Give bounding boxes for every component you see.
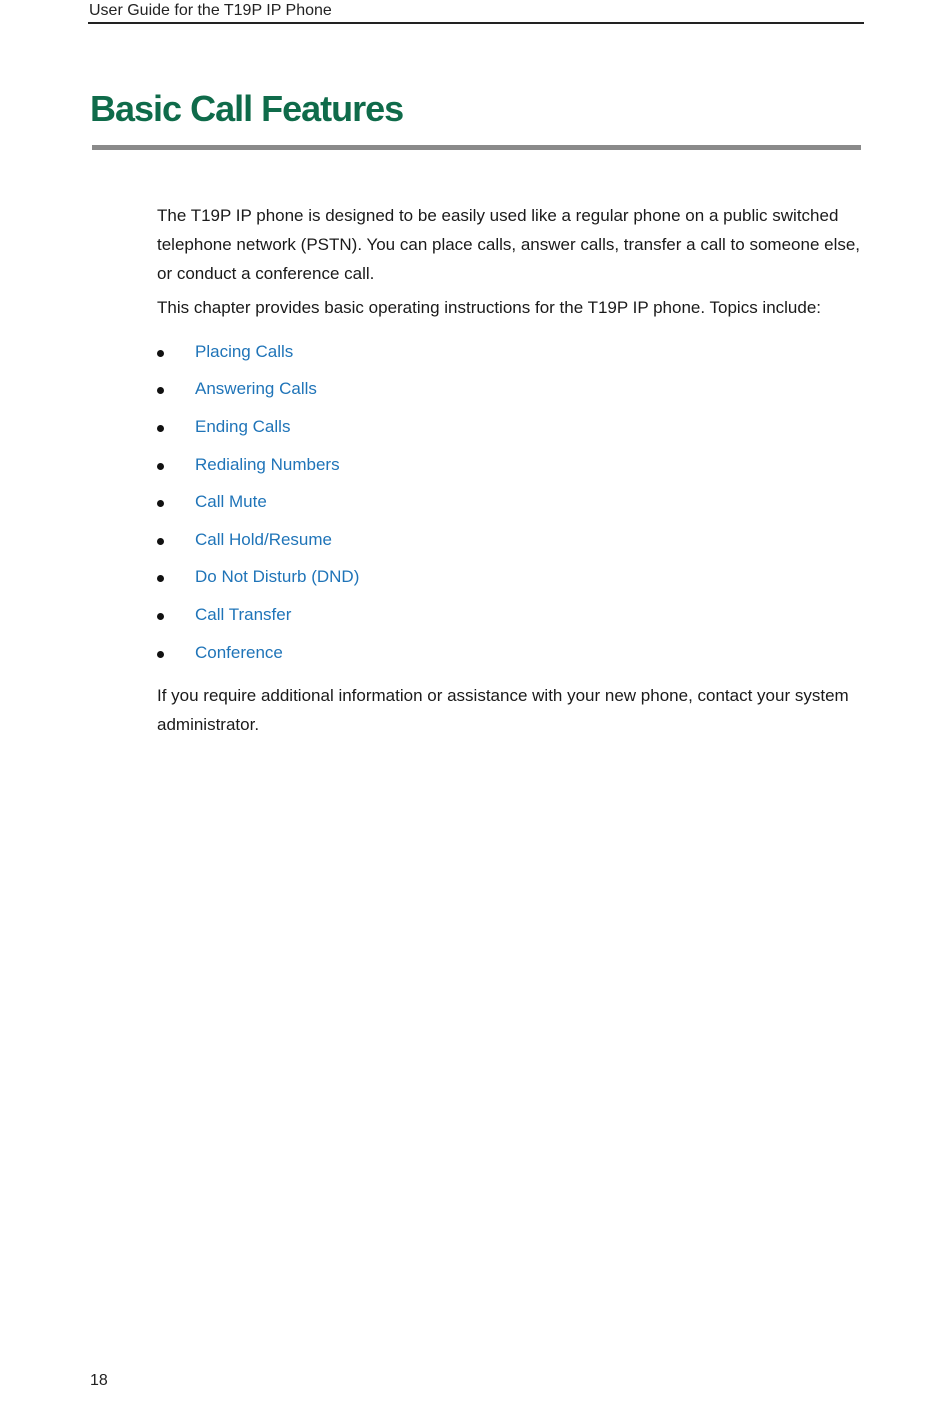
bullet-icon bbox=[157, 500, 164, 507]
list-item bbox=[157, 333, 359, 371]
bullet-icon bbox=[157, 387, 164, 394]
bullet-icon bbox=[157, 538, 164, 545]
running-header: User Guide for the T19P IP Phone bbox=[89, 2, 332, 19]
list-item bbox=[157, 559, 359, 597]
topic-list bbox=[157, 333, 359, 671]
closing-paragraph: If you require additional information or assistance with your new phone, contact your system administrator. bbox=[157, 686, 849, 734]
bullet-icon bbox=[157, 425, 164, 432]
link-placing-calls[interactable]: Placing Calls bbox=[195, 341, 294, 361]
list-item bbox=[157, 446, 359, 484]
link-redialing-numbers[interactable]: Redialing Numbers bbox=[195, 454, 340, 474]
list-item bbox=[157, 408, 359, 446]
link-answering-calls[interactable]: Answering Calls bbox=[195, 379, 317, 399]
page-number: 18 bbox=[90, 1372, 108, 1389]
list-item bbox=[157, 483, 359, 521]
link-conference[interactable]: Conference bbox=[195, 642, 283, 662]
list-item bbox=[157, 634, 359, 672]
header-divider bbox=[88, 22, 864, 24]
bullet-icon bbox=[157, 350, 164, 357]
bullet-icon bbox=[157, 463, 164, 470]
link-do-not-disturb[interactable]: Do Not Disturb (DND) bbox=[195, 567, 360, 587]
bullet-icon bbox=[157, 613, 164, 620]
link-call-hold-resume[interactable]: Call Hold/Resume bbox=[195, 529, 332, 549]
title-divider bbox=[92, 145, 861, 150]
chapter-title: Basic Call Features bbox=[90, 88, 404, 129]
intro-paragraph: The T19P IP phone is designed to be easily used like a regular phone on a public switched telephone network (PSTN). You can place calls, answer calls, transfer a call to someone else, or conduct a conference call. bbox=[157, 206, 861, 283]
topics-intro-paragraph: This chapter provides basic operating instructions for the T19P IP phone. Topics include: bbox=[157, 298, 822, 317]
list-item bbox=[157, 521, 359, 559]
list-item bbox=[157, 596, 359, 634]
bullet-icon bbox=[157, 651, 164, 658]
list-item bbox=[157, 371, 359, 409]
link-call-mute[interactable]: Call Mute bbox=[195, 492, 267, 512]
bullet-icon bbox=[157, 575, 164, 582]
link-ending-calls[interactable]: Ending Calls bbox=[195, 416, 291, 436]
link-call-transfer[interactable]: Call Transfer bbox=[195, 604, 292, 624]
